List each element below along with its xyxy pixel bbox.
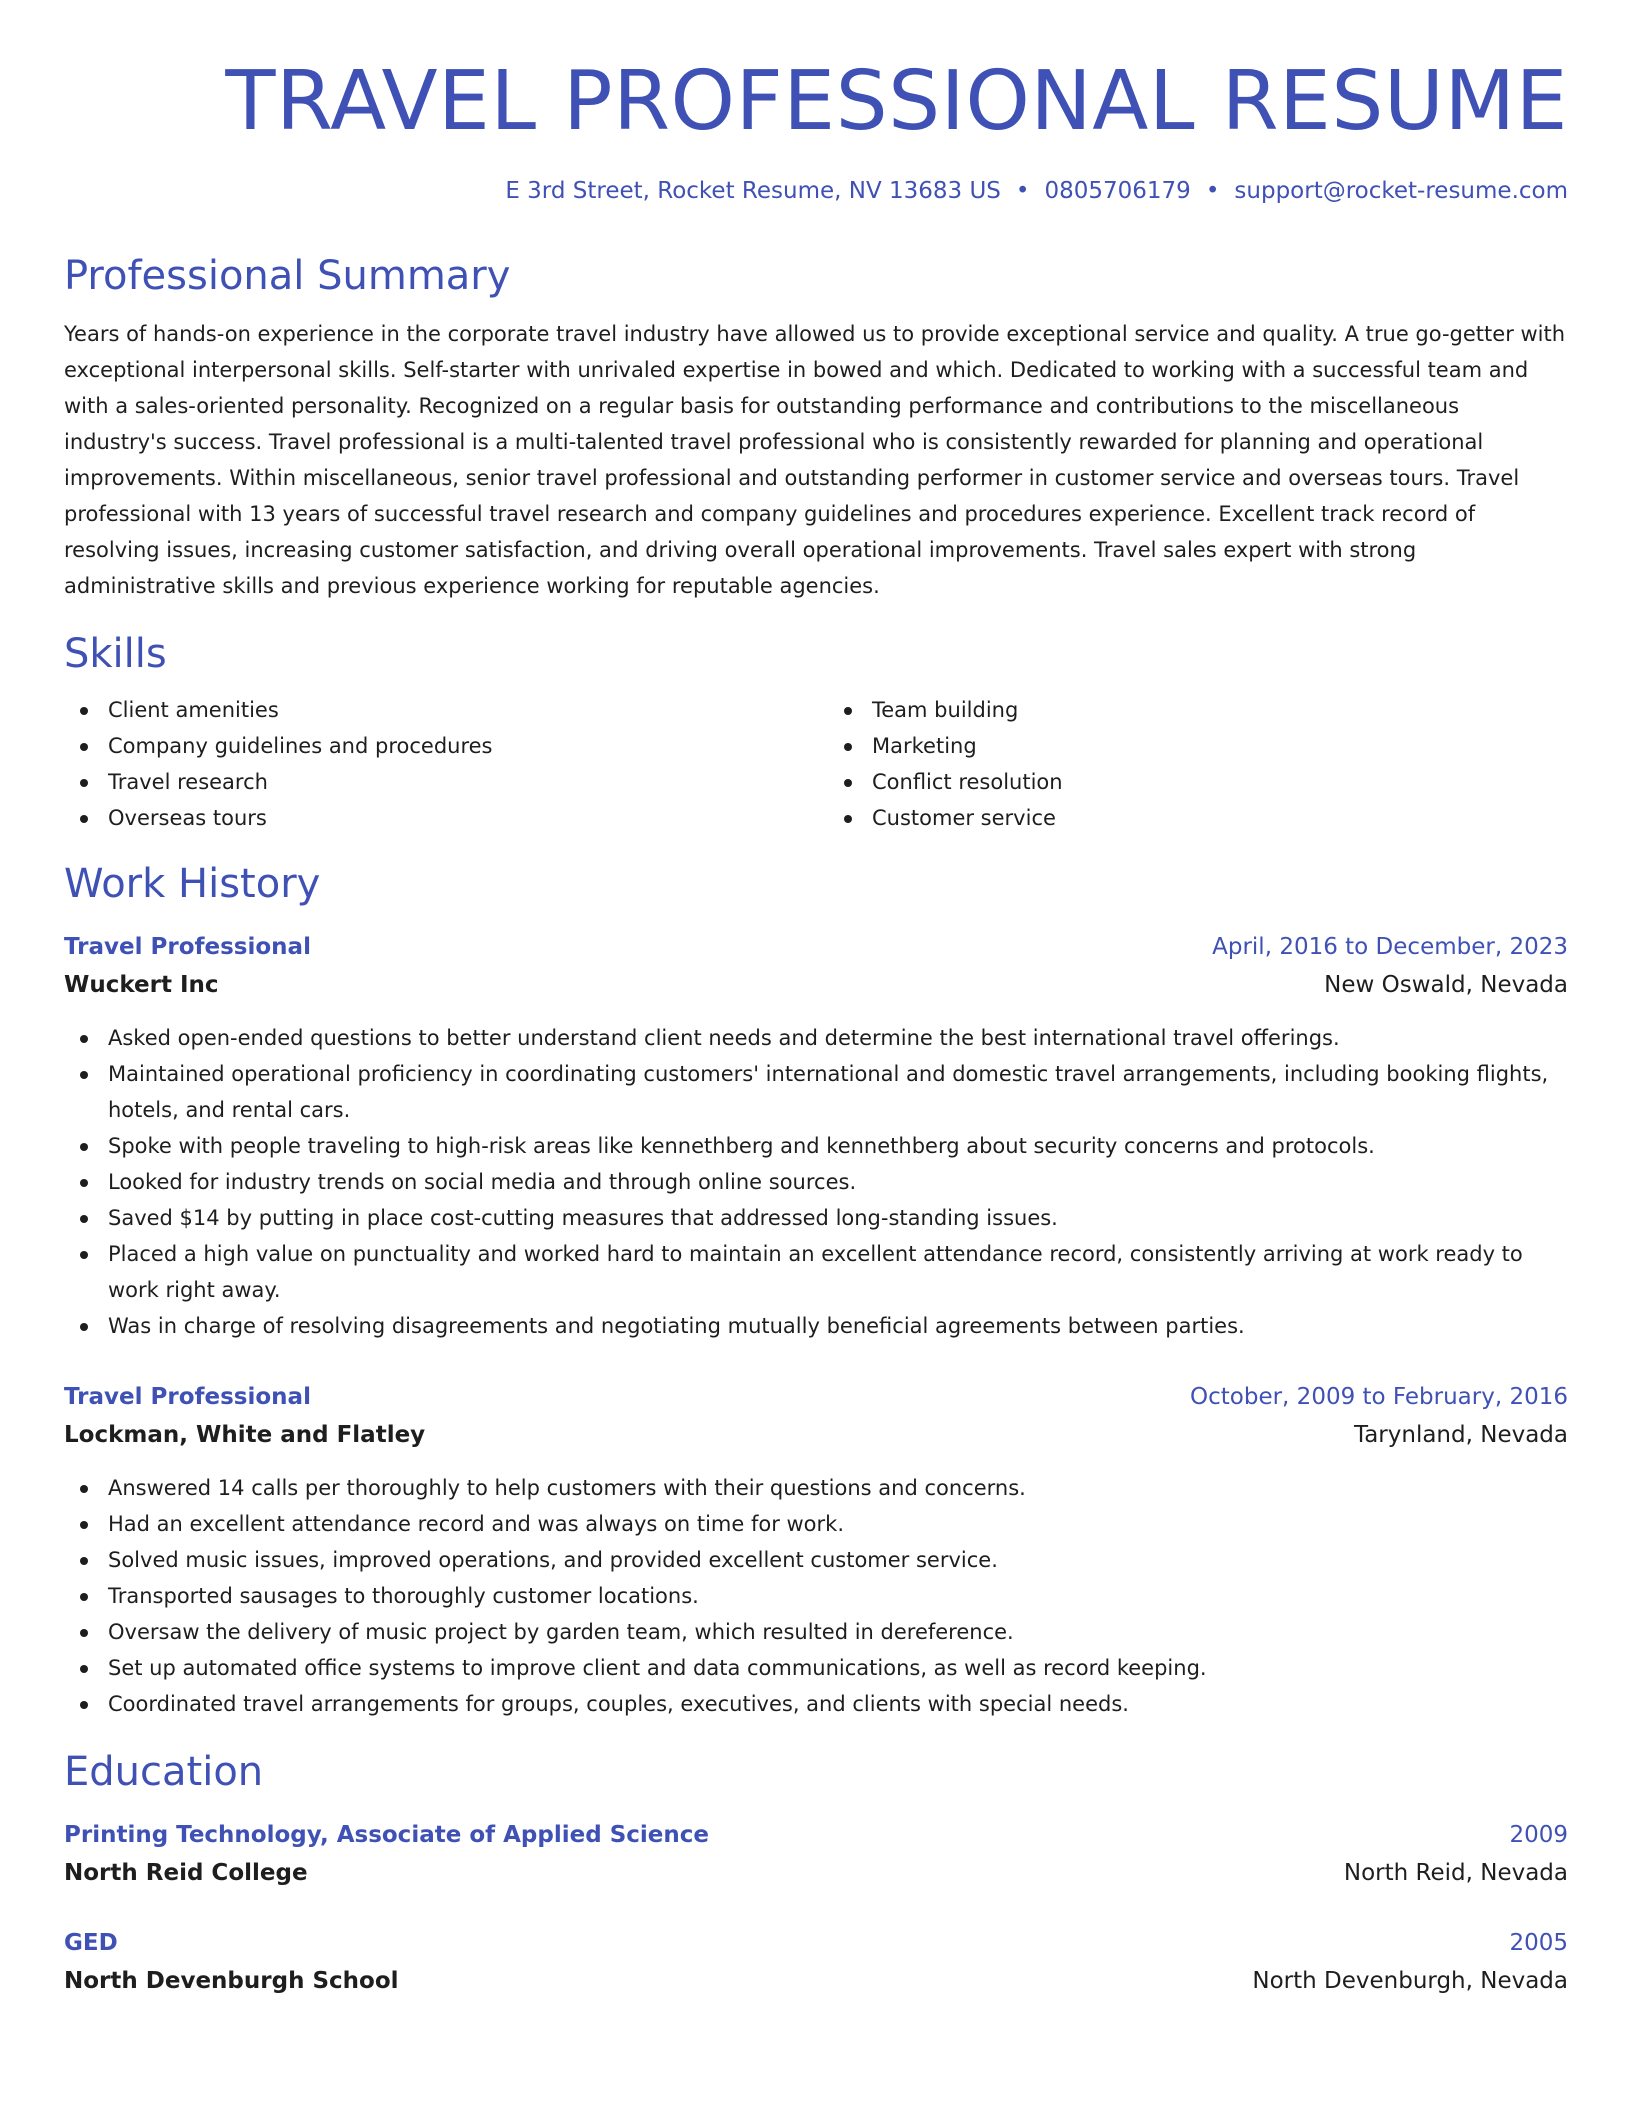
job-title: Travel Professional	[64, 1384, 311, 1410]
job-bullet: Solved music issues, improved operations, and provided excellent customer service.	[64, 1542, 1568, 1578]
education-header	[64, 1816, 1568, 1854]
job-entry	[64, 928, 1568, 1344]
job-header	[64, 928, 1568, 966]
job-company: Lockman, White and Flatley	[64, 1422, 426, 1448]
job-title: Travel Professional	[64, 934, 311, 960]
job-bullet: Asked open-ended questions to better understand client needs and determine the best international travel offerings.	[64, 1020, 1568, 1056]
job-bullet: Transported sausages to thoroughly customer locations.	[64, 1578, 1568, 1614]
education-degree: Printing Technology, Associate of Applied Science	[64, 1822, 709, 1848]
skill-item: Team building	[828, 692, 1568, 728]
education-location: North Reid, Nevada	[1343, 1860, 1568, 1886]
summary-section	[64, 252, 1568, 604]
education-entry	[64, 1816, 1568, 1892]
summary-text: Years of hands-on experience in the corporate travel industry have allowed us to provide exceptional service and quality. A true go-getter with exceptional interpersonal skills. Self-starter with unrivaled expertise in bowed and which. Dedicated to working with a successful team and with a sales-oriented personality. Recognized on a regular basis for outstanding performance and contributions to the miscellaneous industry's success. Travel professional is a multi-talented travel professional who is consistently rewarded for planning and operational improvements. Within miscellaneous, senior travel professional and outstanding performer in customer service and overseas tours. Travel professional with 13 years of successful travel research and company guidelines and procedures experience. Excellent track record of resolving issues, increasing customer satisfaction, and driving overall operational improvements. Travel sales expert with strong administrative skills and previous experience working for reputable agencies.	[64, 322, 1566, 598]
skill-item: Client amenities	[64, 692, 804, 728]
skill-item: Travel research	[64, 764, 804, 800]
skills-grid	[64, 692, 1568, 836]
contact-line	[64, 176, 1568, 206]
job-bullets	[64, 1020, 1568, 1344]
skill-item: Company guidelines and procedures	[64, 728, 804, 764]
job-bullet: Had an excellent attendance record and was always on time for work.	[64, 1506, 1568, 1542]
job-bullet: Answered 14 calls per thoroughly to help customers with their questions and concerns.	[64, 1470, 1568, 1506]
skills-list-left	[64, 692, 804, 836]
job-header	[64, 1378, 1568, 1416]
job-bullet: Looked for industry trends on social media and through online sources.	[64, 1164, 1568, 1200]
education-school: North Devenburgh School	[64, 1968, 399, 1994]
skill-item: Conflict resolution	[828, 764, 1568, 800]
job-dates: October, 2009 to February, 2016	[1190, 1384, 1568, 1410]
job-company: Wuckert Inc	[64, 972, 219, 998]
skill-item: Customer service	[828, 800, 1568, 836]
job-location: Tarynland, Nevada	[1353, 1422, 1568, 1448]
contact-email[interactable]: support@rocket-resume.com	[1234, 178, 1568, 204]
job-bullet: Set up automated office systems to improve client and data communications, as well as record keeping.	[64, 1650, 1568, 1686]
job-dates: April, 2016 to December, 2023	[1212, 934, 1568, 960]
summary-heading: Professional Summary	[64, 253, 511, 299]
education-year: 2009	[1509, 1822, 1568, 1848]
skills-section	[64, 630, 1568, 836]
education-school: North Reid College	[64, 1860, 308, 1886]
contact-separator: •	[1015, 178, 1030, 204]
job-entry	[64, 1378, 1568, 1722]
job-bullets	[64, 1470, 1568, 1722]
job-bullet: Coordinated travel arrangements for groups, couples, executives, and clients with special needs.	[64, 1686, 1568, 1722]
skills-list-right	[828, 692, 1568, 836]
education-year: 2005	[1509, 1930, 1568, 1956]
job-bullet: Maintained operational proficiency in coordinating customers' international and domestic travel arrangements, including booking flights, hotels, and rental cars.	[64, 1056, 1568, 1128]
job-bullet: Saved $14 by putting in place cost-cutting measures that addressed long-standing issues.	[64, 1200, 1568, 1236]
contact-separator: •	[1205, 178, 1220, 204]
education-header	[64, 1924, 1568, 1962]
skill-item: Overseas tours	[64, 800, 804, 836]
job-location: New Oswald, Nevada	[1324, 972, 1568, 998]
education-heading: Education	[64, 1749, 264, 1795]
work-history-section	[64, 860, 1568, 1722]
education-subheader	[64, 1962, 1568, 2000]
education-degree: GED	[64, 1930, 118, 1956]
work-history-heading: Work History	[64, 861, 321, 907]
education-subheader	[64, 1854, 1568, 1892]
job-subheader	[64, 966, 1568, 1004]
job-bullet: Placed a high value on punctuality and worked hard to maintain an excellent attendance record, consistently arriving at work ready to work right away.	[64, 1236, 1568, 1308]
job-bullet: Was in charge of resolving disagreements and negotiating mutually beneficial agreements between parties.	[64, 1308, 1568, 1344]
contact-phone: 0805706179	[1044, 178, 1191, 204]
education-section	[64, 1748, 1568, 2000]
job-bullet: Spoke with people traveling to high-risk areas like kennethberg and kennethberg about security concerns and protocols.	[64, 1128, 1568, 1164]
education-location: North Devenburgh, Nevada	[1252, 1968, 1568, 1994]
resume-page	[64, 54, 1568, 2000]
skill-item: Marketing	[828, 728, 1568, 764]
job-subheader	[64, 1416, 1568, 1454]
resume-title: TRAVEL PROFESSIONAL RESUME	[225, 54, 1568, 149]
job-bullet: Oversaw the delivery of music project by garden team, which resulted in dereference.	[64, 1614, 1568, 1650]
education-entry	[64, 1924, 1568, 2000]
contact-address: E 3rd Street, Rocket Resume, NV 13683 US	[505, 178, 1001, 204]
skills-heading: Skills	[64, 631, 167, 677]
